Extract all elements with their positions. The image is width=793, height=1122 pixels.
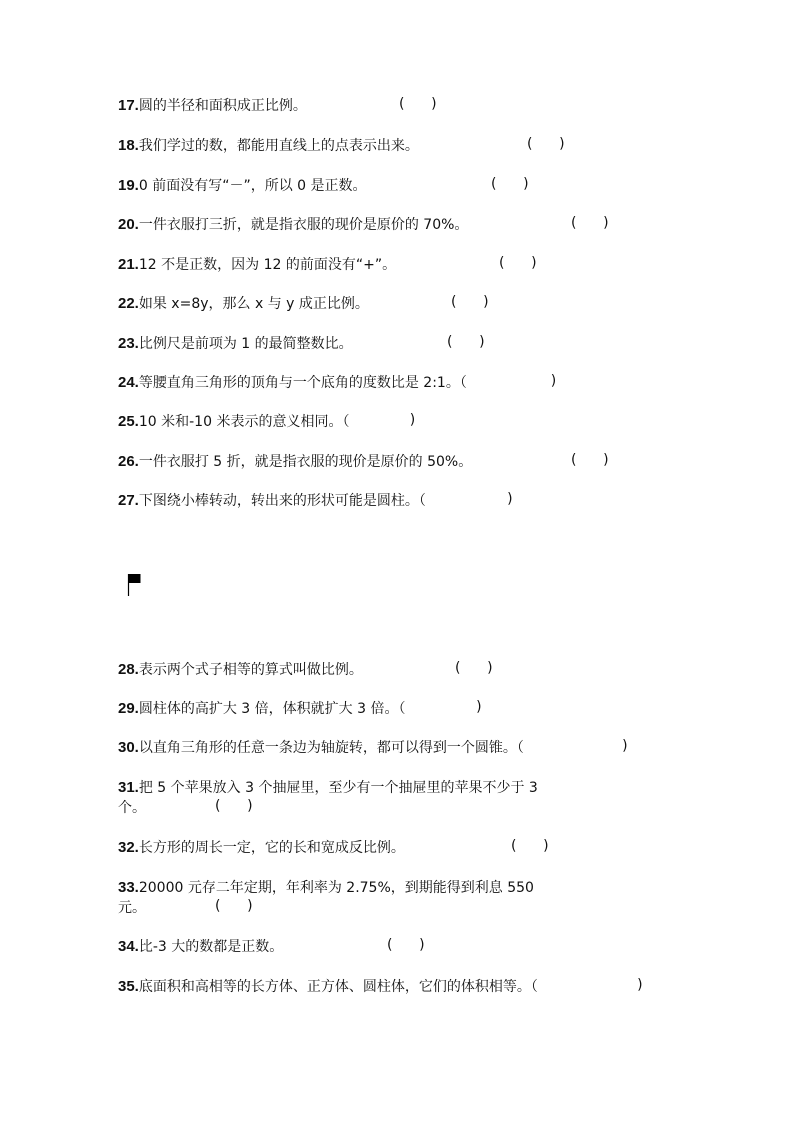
question-32: [118, 838, 405, 858]
question-33-continued: [118, 898, 146, 918]
question-26: [118, 452, 472, 472]
answer-blank: ( ): [399, 96, 437, 112]
question-number: 23.: [118, 335, 139, 352]
question-28: [118, 660, 363, 680]
question-text: 10 米和-10 米表示的意义相同。（: [138, 414, 350, 430]
question-text: 长方形的周长一定，它的长和宽成反比例。: [138, 840, 405, 856]
answer-blank: ( ): [387, 937, 425, 953]
question-text-continued: 个。: [118, 800, 146, 816]
question-text: 20000 元存二年定期，年利率为 2.75%，到期能得到利息 550: [138, 880, 534, 896]
question-18: [118, 136, 419, 156]
answer-blank: ( ): [527, 136, 565, 152]
question-text: 比-3 大的数都是正数。: [138, 939, 284, 955]
question-text: 底面积和高相等的长方体、正方体、圆柱体，它们的体积相等。（: [138, 979, 538, 995]
answer-blank: ): [383, 412, 416, 428]
answer-blank: ( ): [455, 660, 493, 676]
question-number: 24.: [118, 374, 139, 391]
question-text: 把 5 个苹果放入 3 个抽屉里，至少有一个抽屉里的苹果不少于 3: [138, 780, 538, 796]
question-number: 21.: [118, 256, 139, 273]
question-19: [118, 176, 367, 196]
question-33: [118, 878, 534, 898]
question-number: 18.: [118, 137, 139, 154]
answer-blank: ( ): [511, 838, 549, 854]
question-number: 19.: [118, 177, 139, 194]
question-27: [118, 491, 426, 511]
answer-blank: ( ): [447, 334, 485, 350]
question-31-continued: [118, 798, 146, 818]
question-text: 比例尺是前项为 1 的最简整数比。: [138, 336, 353, 352]
question-35: [118, 977, 538, 997]
question-25: [118, 412, 349, 432]
question-number: 22.: [118, 295, 139, 312]
question-31: [118, 778, 538, 798]
question-number: 31.: [118, 779, 139, 796]
question-text: 12 不是正数，因为 12 的前面没有“+”。: [138, 257, 397, 273]
question-text: 圆柱体的高扩大 3 倍，体积就扩大 3 倍。（: [138, 701, 406, 717]
question-22: [118, 294, 369, 314]
question-text: 如果 x=8y，那么 x 与 y 成正比例。: [138, 296, 369, 312]
question-21: [118, 255, 396, 275]
question-17: [118, 96, 307, 116]
question-number: 27.: [118, 492, 139, 509]
question-number: 34.: [118, 938, 139, 955]
question-number: 33.: [118, 879, 139, 896]
answer-blank: ( ): [215, 798, 253, 814]
question-text: 圆的半径和面积成正比例。: [138, 98, 307, 114]
question-number: 30.: [118, 739, 139, 756]
flag-figure: [127, 572, 143, 598]
question-text: 一件衣服打 5 折，就是指衣服的现价是原价的 50%。: [138, 454, 473, 470]
question-23: [118, 334, 353, 354]
question-text: 以直角三角形的任意一条边为轴旋转，都可以得到一个圆锥。（: [138, 740, 524, 756]
answer-blank: ): [476, 491, 513, 507]
answer-blank: ): [524, 373, 557, 389]
question-number: 35.: [118, 978, 139, 995]
answer-blank: ): [606, 977, 643, 993]
question-text: 下图绕小棒转动，转出来的形状可能是圆柱。（: [138, 493, 426, 509]
answer-blank: ( ): [499, 255, 537, 271]
question-29: [118, 699, 405, 719]
question-text: 一件衣服打三折，就是指衣服的现价是原价的 70%。: [138, 217, 469, 233]
question-number: 17.: [118, 97, 139, 114]
answer-blank: ( ): [491, 176, 529, 192]
question-text: 等腰直角三角形的顶角与一个底角的度数比是 2:1。（: [138, 375, 467, 391]
question-number: 26.: [118, 453, 139, 470]
question-number: 29.: [118, 700, 139, 717]
question-number: 20.: [118, 216, 139, 233]
question-text-continued: 元。: [118, 900, 146, 916]
answer-blank: ( ): [571, 452, 609, 468]
question-text: 表示两个式子相等的算式叫做比例。: [138, 662, 363, 678]
answer-blank: ( ): [215, 898, 253, 914]
question-24: [118, 373, 467, 393]
question-text: 0 前面没有写“－”，所以 0 是正数。: [138, 178, 367, 194]
answer-blank: ): [591, 738, 628, 754]
question-30: [118, 738, 524, 758]
question-number: 32.: [118, 839, 139, 856]
question-34: [118, 937, 283, 957]
question-number: 25.: [118, 413, 139, 430]
answer-blank: ( ): [571, 215, 609, 231]
question-number: 28.: [118, 661, 139, 678]
question-text: 我们学过的数，都能用直线上的点表示出来。: [138, 138, 419, 154]
question-20: [118, 215, 468, 235]
answer-blank: ): [445, 699, 482, 715]
answer-blank: ( ): [451, 294, 489, 310]
